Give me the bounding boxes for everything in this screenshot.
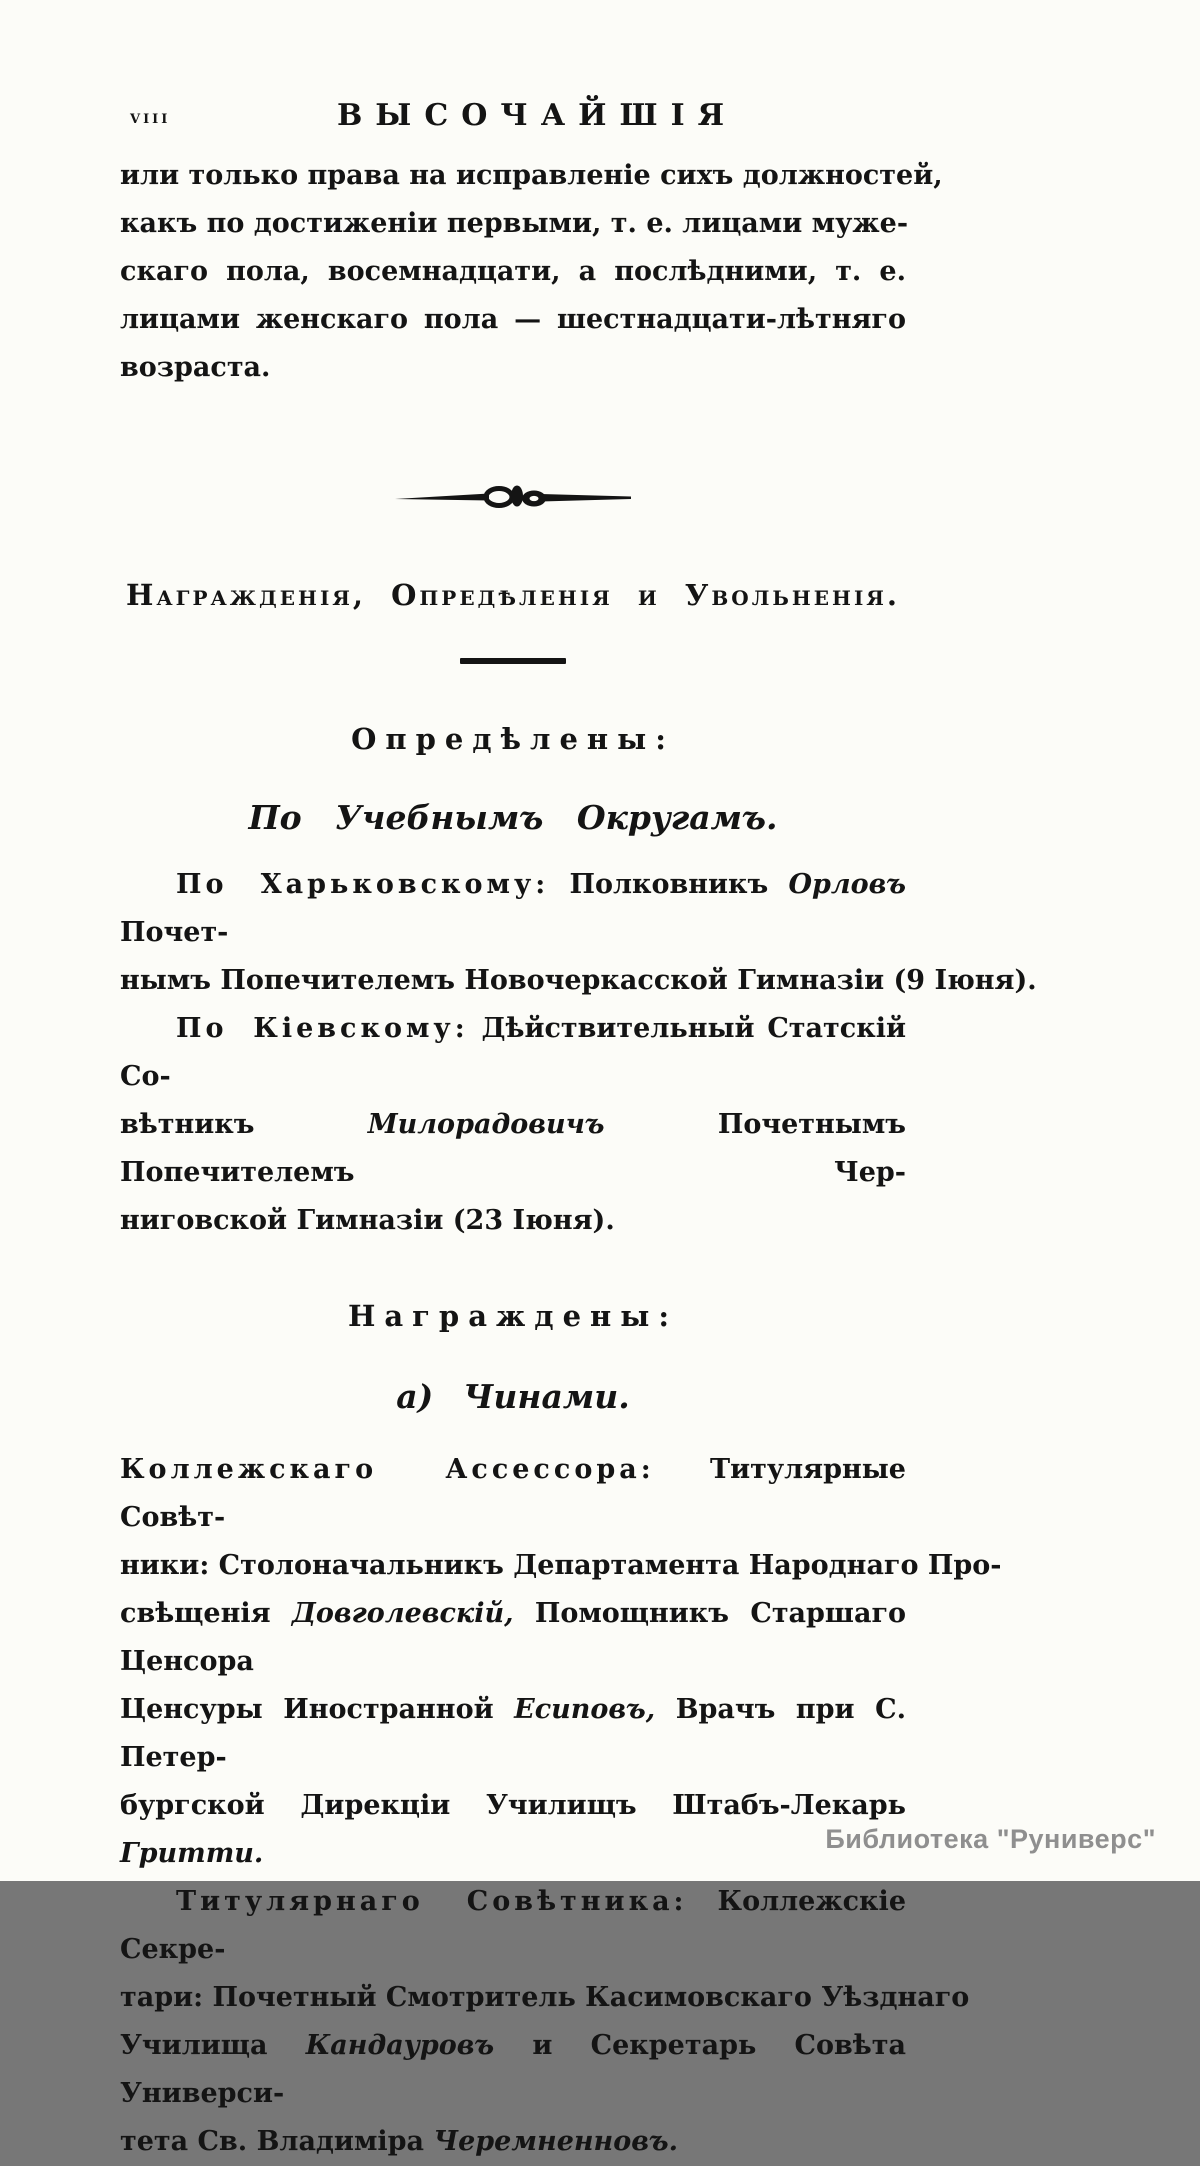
text-segment: Помощникъ Старшаго Ценсора — [120, 1598, 906, 1677]
page-header — [120, 98, 906, 140]
collegiate-line — [120, 1686, 906, 1782]
running-title: ВЫСОЧАЙШІЯ — [336, 98, 738, 133]
intro-line: лицами женскаго пола — шестнадцати-лѣтняго — [120, 304, 906, 335]
kiev-line — [120, 1005, 906, 1101]
text-segment: бургской Дирекціи Училищъ Штабъ-Лекарь — [120, 1790, 906, 1821]
collegiate-line — [120, 1590, 906, 1686]
text-segment: Училища — [120, 2030, 306, 2061]
page-number: viii — [130, 106, 171, 128]
person-name: Есиповъ, — [514, 1694, 656, 1725]
titular-line — [120, 1878, 906, 1974]
ornament-divider-icon — [395, 484, 631, 512]
districts-subheading-text: По Учебнымъ Округамъ. — [248, 798, 778, 837]
section-divider — [120, 484, 906, 512]
district-label: По Кіевскому: — [176, 1013, 469, 1044]
text-segment: свѣщенія — [120, 1598, 292, 1629]
text-segment: и Секретарь Совѣта Универси- — [120, 2030, 906, 2109]
text-segment: тета Св. Владиміра — [120, 2126, 434, 2157]
kharkov-line: нымъ Попечителемъ Новочеркасской Гимназіи (9 Іюня). — [120, 965, 1037, 996]
intro-line: или только права на исправленіе сихъ должностей, — [120, 160, 943, 191]
text-segment: Титулярные Совѣт- — [120, 1454, 906, 1533]
titular-line — [120, 2118, 906, 2166]
titular-line: тари: Почетный Смотритель Касимовскаго Уѣзднаго — [120, 1982, 970, 2013]
intro-paragraph — [120, 152, 943, 392]
kharkov-paragraph — [120, 861, 1037, 1005]
kiev-paragraph — [120, 1005, 906, 1245]
text-segment: Дѣйствительный Статскій Со- — [120, 1013, 906, 1092]
collegiate-line — [120, 1446, 906, 1542]
text-segment: Коллежскіе Секре- — [120, 1886, 906, 1965]
ranks-subheading-letter: а) — [396, 1377, 434, 1416]
kharkov-line — [120, 861, 906, 957]
district-label: По Харьковскому: — [176, 869, 550, 900]
rank-label: Титулярнаго Совѣтника: — [176, 1886, 688, 1917]
rank-label: Коллежскаго Ассессора: — [120, 1454, 655, 1485]
collegiate-line: ники: Столоначальникъ Департамента Народнаго Про- — [120, 1550, 1002, 1581]
person-name: Черемненновъ. — [433, 2126, 679, 2157]
text-segment: вѣтникъ — [120, 1109, 368, 1140]
person-name: Милорадовичъ — [367, 1109, 605, 1140]
awarded-heading: Награждены: — [347, 1299, 679, 1333]
ranks-subheading-text: Чинами. — [463, 1377, 630, 1416]
titular-councillor-paragraph — [120, 1878, 970, 2166]
titular-line — [120, 2022, 906, 2118]
text-segment: Врачъ при С. Петер- — [120, 1694, 906, 1773]
heading-rule — [460, 658, 566, 664]
intro-line: какъ по достиженіи первыми, т. е. лицами муже- — [120, 208, 909, 239]
text-segment: Почетнымъ Попечителемъ Чер- — [120, 1109, 906, 1188]
text-segment: Ценсуры Иностранной — [120, 1694, 515, 1725]
intro-line: возраста. — [120, 352, 271, 383]
library-watermark: Библиотека "Руниверс" — [825, 1824, 1156, 1854]
collegiate-line — [120, 1782, 906, 1878]
kiev-line: ниговской Гимназіи (23 Іюня). — [120, 1205, 615, 1236]
appointed-heading: Опредѣлены: — [351, 722, 675, 756]
ranks-subheading — [120, 1377, 906, 1416]
person-name: Довголевскій, — [291, 1598, 514, 1629]
section-heading: Награжденія, Опредѣленія и Увольненія. — [125, 578, 901, 612]
person-name: Орловъ — [788, 869, 906, 900]
intro-line: скаго пола, восемнадцати, а послѣдними, т. е. — [120, 256, 906, 287]
kiev-line — [120, 1101, 906, 1197]
districts-subheading — [120, 798, 906, 837]
person-name: Кандауровъ — [305, 2030, 495, 2061]
text-segment: Полковникъ — [549, 869, 789, 900]
text-segment: Почет- — [120, 917, 229, 948]
person-name: Гритти. — [120, 1838, 264, 1869]
